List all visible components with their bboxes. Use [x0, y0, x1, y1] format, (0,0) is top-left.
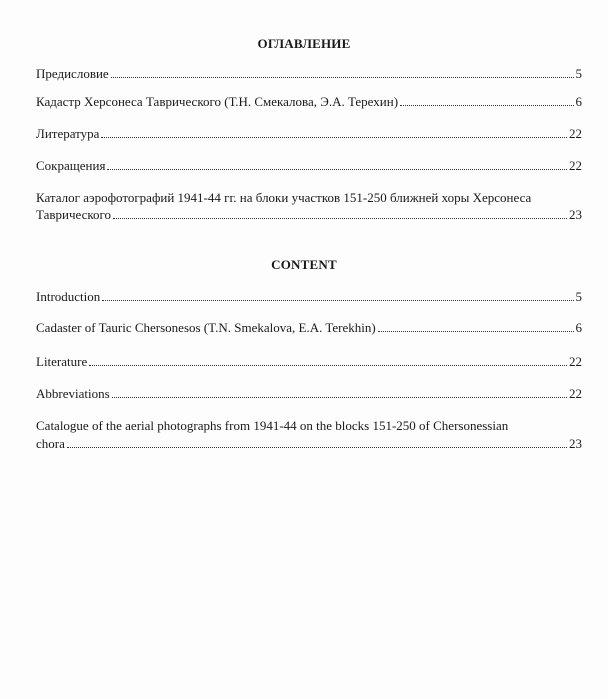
- toc-entry[interactable]: [36, 354, 582, 370]
- toc-entry[interactable]: [36, 126, 582, 142]
- toc-entry-page: 22: [569, 158, 582, 173]
- toc-entry[interactable]: [36, 94, 582, 110]
- toc-entry-title-line1[interactable]: Каталог аэрофотографий 1941-44 гг. на блоки участков 151-250 ближней хоры Херсонеса: [36, 190, 532, 205]
- toc-entry-title: Introduction: [36, 289, 101, 304]
- toc-entry-title: Cadaster of Tauric Chersonesos (T.N. Smekalova, E.A. Terekhin): [36, 320, 376, 335]
- toc-entry-page: 6: [575, 94, 582, 109]
- toc-entry[interactable]: [36, 386, 582, 402]
- toc-entry-title: Literature: [36, 354, 88, 369]
- toc-entry[interactable]: [36, 289, 582, 305]
- toc-entry-page: 6: [575, 320, 582, 335]
- toc-entry-title-line1[interactable]: Catalogue of the aerial photographs from 1941-44 on the blocks 151-250 of Chersonessian: [36, 418, 509, 433]
- toc-entry-page: 22: [569, 126, 582, 141]
- toc-entry-page: 5: [575, 289, 582, 304]
- toc-entry-title: Кадастр Херсонеса Таврического (Т.Н. Смекалова, Э.А. Терехин): [36, 94, 399, 109]
- toc-entry[interactable]: [36, 320, 582, 336]
- toc-entry-page: 5: [575, 66, 582, 81]
- toc-entry-page: 23: [569, 207, 582, 222]
- toc-entry-title: Литература: [36, 126, 100, 141]
- dot-leader: [67, 447, 567, 448]
- dot-leader: [112, 397, 567, 398]
- toc-entry[interactable]: [36, 207, 582, 223]
- toc-entry-title-line2: chora: [36, 436, 65, 451]
- toc-entry[interactable]: [36, 436, 582, 452]
- en-toc-heading: CONTENT: [271, 257, 337, 272]
- toc-entry-title: Предисловие: [36, 66, 109, 81]
- dot-leader: [89, 365, 567, 366]
- toc-entry[interactable]: [36, 66, 582, 82]
- toc-entry-title: Abbreviations: [36, 386, 110, 401]
- dot-leader: [378, 331, 574, 332]
- dot-leader: [111, 77, 574, 78]
- toc-entry-page: 22: [569, 386, 582, 401]
- toc-entry-page: 23: [569, 436, 582, 451]
- dot-leader: [101, 137, 567, 138]
- toc-entry-title: Сокращения: [36, 158, 106, 173]
- toc-entry-title-line2: Таврического: [36, 207, 112, 222]
- toc-entry-page: 22: [569, 354, 582, 369]
- dot-leader: [107, 169, 567, 170]
- ru-toc-heading: ОГЛАВЛЕНИЕ: [257, 36, 351, 51]
- dot-leader: [113, 218, 567, 219]
- dot-leader: [102, 300, 573, 301]
- dot-leader: [400, 105, 573, 106]
- toc-entry[interactable]: [36, 158, 582, 174]
